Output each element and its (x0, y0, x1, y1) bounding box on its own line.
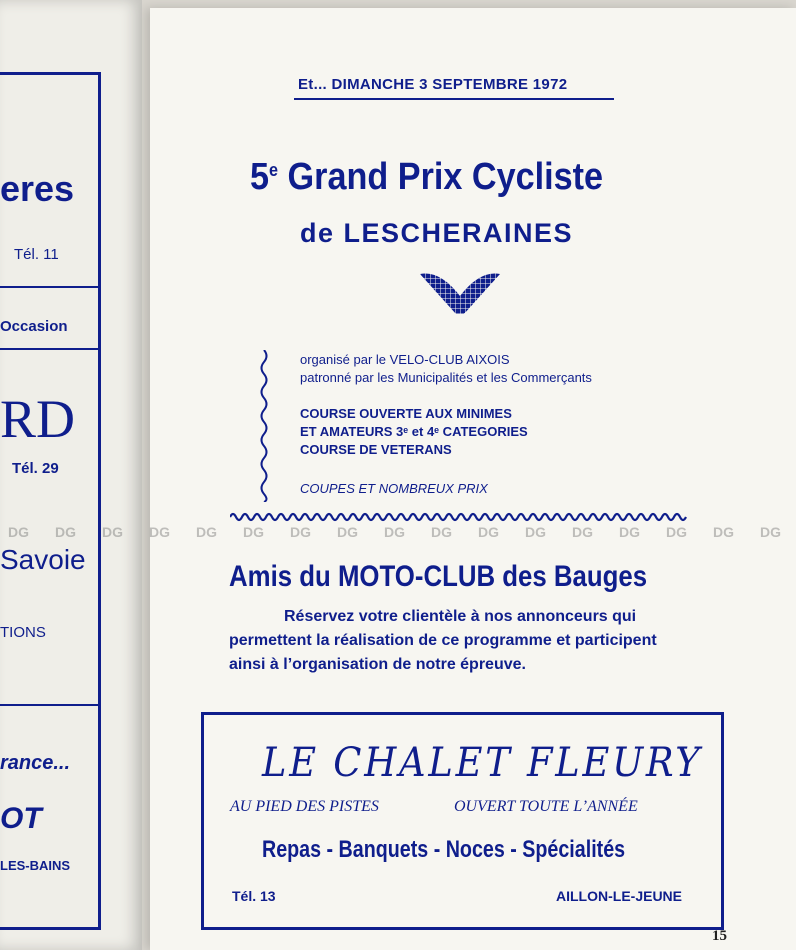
title-ordinal: e (269, 160, 279, 180)
watermark-mark: DG (619, 524, 640, 540)
course-line: COURSE DE VETERANS (300, 442, 452, 457)
left-savoie-fragment: Savoie (0, 544, 86, 575)
left-occasion: Occasion (0, 318, 68, 335)
wavy-vertical-rule (258, 350, 270, 502)
moto-club-text-line: Réservez votre clientèle à nos annonceurs qui (284, 608, 637, 625)
divider (0, 286, 98, 288)
ad-tagline-right: OUVERT TOUTE L’ANNÉE (454, 798, 638, 815)
prizes-line: COUPES ET NOMBREUX PRIX (300, 481, 488, 496)
watermark-mark: DG (8, 524, 29, 540)
left-tel-1: Tél. 11 (14, 246, 59, 263)
event-subtitle: de LESCHERAINES (300, 218, 574, 248)
left-france-fragment: rance... (0, 752, 71, 774)
watermark-mark: DG (384, 524, 405, 540)
left-page (0, 0, 142, 950)
ad-location: AILLON-LE-JEUNE (556, 888, 682, 904)
moto-club-title: Amis du MOTO-CLUB des Bauges (229, 560, 648, 593)
left-tel-2: Tél. 29 (12, 460, 59, 477)
left-tions-fragment: TIONS (0, 624, 46, 641)
wavy-horizontal-rule (230, 510, 690, 524)
divider (0, 348, 98, 350)
course-line: COURSE OUVERTE AUX MINIMES (300, 406, 512, 421)
ad-business-name: LE CHALET FLEURY (262, 740, 703, 786)
left-rd-fragment: RD (0, 389, 76, 449)
watermark-mark: DG (760, 524, 781, 540)
left-les-bains-fragment: LES-BAINS (0, 858, 71, 873)
moto-club-text-line: ainsi à l’organisation de notre épreuve. (229, 656, 526, 673)
page-number: 15 (712, 928, 727, 944)
course-line: ET AMATEURS 3ᵉ et 4ᵉ CATEGORIES (300, 424, 528, 439)
event-dateline: Et... DIMANCHE 3 SEPTEMBRE 1972 (298, 76, 568, 93)
event-title (250, 156, 603, 199)
watermark-mark: DG (55, 524, 76, 540)
watermark-mark: DG (149, 524, 170, 540)
watermark-mark: DG (337, 524, 358, 540)
organizer-line: patronné par les Municipalités et les Commerçants (300, 370, 592, 385)
watermark-mark: DG (431, 524, 452, 540)
divider (0, 704, 98, 706)
left-ot-fragment: OT (0, 802, 42, 835)
watermark-mark: DG (525, 524, 546, 540)
watermark-mark: DG (102, 524, 123, 540)
left-heading-fragment: eres (0, 168, 75, 209)
watermark-mark: DG (196, 524, 217, 540)
velo-club-logo-icon (420, 268, 500, 316)
ad-services: Repas - Banquets - Noces - Spécialités (262, 836, 626, 863)
dateline-underline (294, 98, 614, 100)
watermark-mark: DG (572, 524, 593, 540)
ad-telephone: Tél. 13 (232, 888, 276, 904)
title-rest: Grand Prix Cycliste (278, 156, 604, 198)
watermark-mark: DG (478, 524, 499, 540)
organizer-line: organisé par le VELO-CLUB AIXOIS (300, 352, 510, 367)
watermark-mark: DG (243, 524, 264, 540)
watermark-mark: DG (713, 524, 734, 540)
moto-club-text-line: permettent la réalisation de ce programme et participent (229, 632, 657, 649)
title-number: 5 (250, 156, 270, 198)
ad-tagline-left: AU PIED DES PISTES (230, 798, 379, 815)
watermark-mark: DG (290, 524, 311, 540)
watermark-mark: DG (666, 524, 687, 540)
